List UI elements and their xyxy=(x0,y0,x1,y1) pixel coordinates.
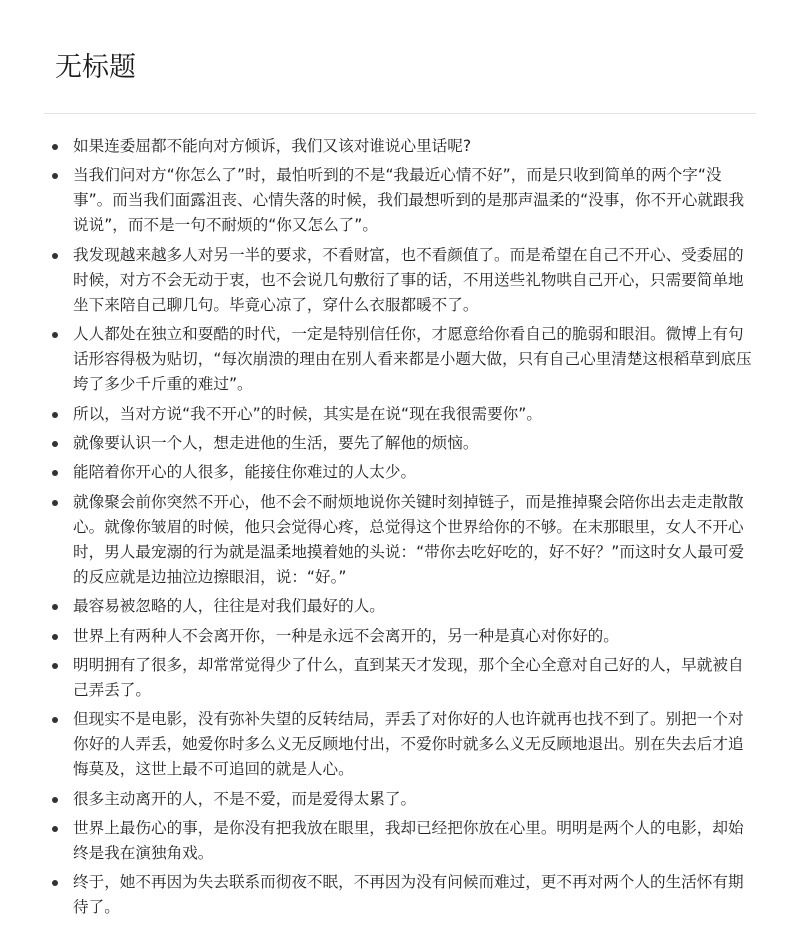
bullet-icon xyxy=(52,500,58,506)
page-title: 无标题 xyxy=(55,52,136,83)
bullet-icon xyxy=(52,470,58,476)
list-item-text: 终于，她不再因为失去联系而彻夜不眠，不再因为没有问候而难过，更不再对两个人的生活怀有期待了。 xyxy=(73,873,744,917)
bullet-icon xyxy=(52,173,58,179)
bullet-icon xyxy=(52,634,58,640)
bullet-icon xyxy=(52,880,58,886)
list-item-text: 就像要认识一个人，想走进他的生活，要先了解他的烦恼。 xyxy=(73,433,479,452)
list-item-text: 如果连委屈都不能向对方倾诉，我们又该对谁说心里话呢? xyxy=(73,137,472,155)
list-item xyxy=(0,243,800,318)
list-item xyxy=(0,402,800,427)
list-item-text: 人人都处在独立和耍酷的时代，一定是特别信任你，才愿意给你看自己的脆弱和眼泪。微博上有句话形容得极为贴切，“每次崩溃的理由在别人看来都是小题大做，只有自己心里清楚这根稻草到底压垮了多少千斤重的难过”。 xyxy=(73,325,752,394)
list-item xyxy=(0,594,800,619)
bullet-icon xyxy=(52,797,58,803)
list-item-text: 我发现越来越多人对另一半的要求，不看财富，也不看颜值了。而是希望在自己不开心、受委屈的时候，对方不会无动于衷，也不会说几句敷衍了事的话，不用送些礼物哄自己开心，只需要简单地坐下来陪自己聊几句。毕竟心凉了，穿什么衣服都暖不了。 xyxy=(73,245,744,314)
list-item-text: 就像聚会前你突然不开心，他不会不耐烦地说你关键时刻掉链子，而是推掉聚会陪你出去走走散散心。就像你皱眉的时候，他只会觉得心疼，总觉得这个世界给你的不够。在末那眼里，女人不开心时，男人最宠溺的行为就是温柔地摸着她的头说：“带你去吃好吃的，好不好？”而这时女人最可爱的反应就是边抽泣边擦眼泪，说：“好。” xyxy=(73,492,745,586)
list-item-text: 能陪着你开心的人很多，能接住你难过的人太少。 xyxy=(73,463,417,482)
bullet-icon xyxy=(52,717,58,723)
list-item xyxy=(0,322,800,397)
bullet-icon xyxy=(52,412,58,418)
list-item-text: 当我们问对方“你怎么了”时，最怕听到的不是“我最近心情不好”，而是只收到简单的两个字“没事”。而当我们面露沮丧、心情失落的时候，我们最想听到的是那声温柔的“没事，你不开心就跟我说说”，而不是一句不耐烦的“你又怎么了”。 xyxy=(73,166,745,235)
title-divider xyxy=(44,113,756,114)
list-item xyxy=(0,624,800,649)
bullet-list xyxy=(0,134,800,925)
list-item xyxy=(0,653,800,703)
bullet-icon xyxy=(52,604,58,610)
bullet-icon xyxy=(52,441,58,447)
list-item-text: 但现实不是电影，没有弥补失望的反转结局，弄丢了对你好的人也许就再也找不到了。别把一个对你好的人弄丢，她爱你时多么义无反顾地付出，不爱你时就多么义无反顾地退出。别在失去后才追悔莫及，这世上最不可追回的就是人心。 xyxy=(73,710,744,779)
bullet-icon xyxy=(52,332,58,338)
list-item xyxy=(0,787,800,812)
list-item-text: 明明拥有了很多，却常常觉得少了什么，直到某天才发现，那个全心全意对自己好的人，早就被自己弄丢了。 xyxy=(73,655,744,699)
list-item-text: 最容易被忽略的人，往往是对我们最好的人。 xyxy=(73,597,385,616)
list-item xyxy=(0,870,800,920)
bullet-icon xyxy=(52,253,58,259)
list-item-text: 世界上有两种人不会离开你，一种是永远不会离开的，另一种是真心对你好的。 xyxy=(73,626,619,645)
bullet-icon xyxy=(52,144,58,150)
list-item-text: 所以，当对方说“我不开心”的时候，其实是在说“现在我很需要你”。 xyxy=(73,404,542,423)
list-item xyxy=(0,707,800,782)
bullet-icon xyxy=(52,826,58,832)
list-item xyxy=(0,490,800,590)
list-item-text: 很多主动离开的人，不是不爱，而是爱得太累了。 xyxy=(73,789,417,808)
list-item xyxy=(0,163,800,238)
list-item xyxy=(0,431,800,456)
list-item xyxy=(0,460,800,485)
list-item xyxy=(0,816,800,866)
list-item-text: 世界上最伤心的事，是你没有把我放在眼里，我却已经把你放在心里。明明是两个人的电影，却始终是我在演独角戏。 xyxy=(73,819,744,863)
bullet-icon xyxy=(52,663,58,669)
list-item xyxy=(0,134,800,159)
